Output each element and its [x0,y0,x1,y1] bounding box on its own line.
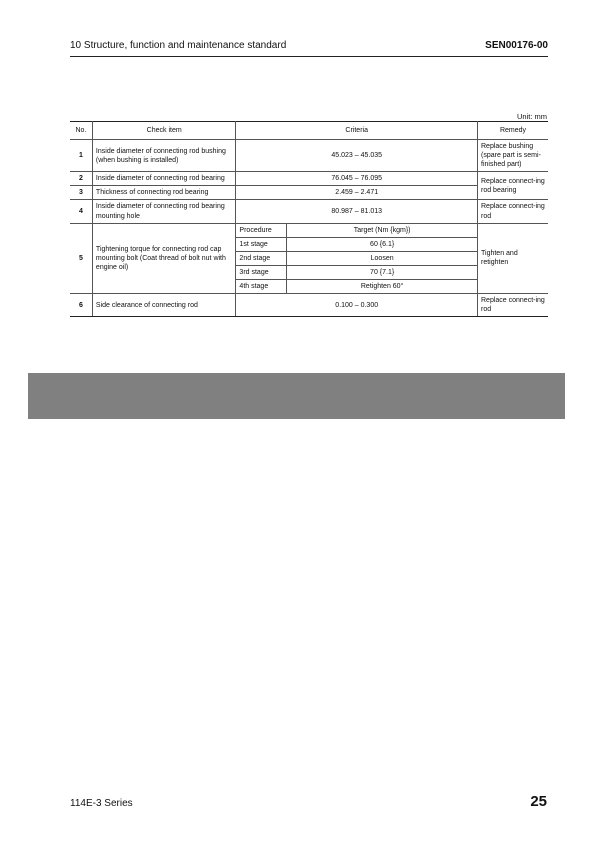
unit-label: Unit: mm [517,112,547,121]
remedy: Replace connect-ing rod [478,200,549,223]
criteria-value: 80.987 – 81.013 [236,200,478,223]
criteria-value: 0.100 – 0.300 [236,294,478,317]
table-header-row [70,122,548,140]
check-item: Tightening torque for connecting rod cap mounting bolt (Coat thread of bolt nut with engine oil) [92,223,236,293]
table-row [70,294,548,317]
target-header: Target (Nm {kgm}) [287,223,478,237]
maintenance-standard-table [70,121,548,317]
row-number: 5 [70,223,92,293]
remedy: Replace connect-ing rod [478,294,549,317]
table-row [70,200,548,223]
section-title: 10 Structure, function and maintenance standard [70,40,287,51]
table-row [70,186,548,200]
criteria-value: 76.045 – 76.095 [236,172,478,186]
stage-target: 70 {7.1} [287,265,478,279]
remedy: Tighten and retighten [478,223,549,293]
table-row [70,223,548,237]
check-item: Inside diameter of connecting rod bearing mounting hole [92,200,236,223]
criteria-value: 45.023 – 45.035 [236,140,478,172]
stage-target: Retighten 60° [287,280,478,294]
stage-target: Loosen [287,251,478,265]
table-row [70,140,548,172]
col-remedy-header: Remedy [478,122,549,140]
page-header [70,38,548,57]
check-item: Inside diameter of connecting rod bearing [92,172,236,186]
page-number: 25 [530,793,547,810]
check-item: Thickness of connecting rod bearing [92,186,236,200]
row-number: 2 [70,172,92,186]
stage-label: 1st stage [236,237,287,251]
row-number: 1 [70,140,92,172]
document-code: SEN00176-00 [485,40,548,51]
table-row [70,172,548,186]
gray-band [28,373,565,419]
criteria-value: 2.459 – 2.471 [236,186,478,200]
check-item: Side clearance of connecting rod [92,294,236,317]
check-item: Inside diameter of connecting rod bushing (when bushing is installed) [92,140,236,172]
col-no-header: No. [70,122,92,140]
row-number: 4 [70,200,92,223]
footer-series: 114E-3 Series [70,798,133,809]
col-criteria-header: Criteria [236,122,478,140]
col-check-item-header: Check item [92,122,236,140]
stage-target: 60 {6.1} [287,237,478,251]
row-number: 3 [70,186,92,200]
remedy: Replace connect-ing rod bearing [478,172,549,200]
stage-label: 3rd stage [236,265,287,279]
row-number: 6 [70,294,92,317]
remedy: Replace bushing (spare part is semi-finished part) [478,140,549,172]
stage-label: 2nd stage [236,251,287,265]
stage-label: 4th stage [236,280,287,294]
procedure-header: Procedure [236,223,287,237]
